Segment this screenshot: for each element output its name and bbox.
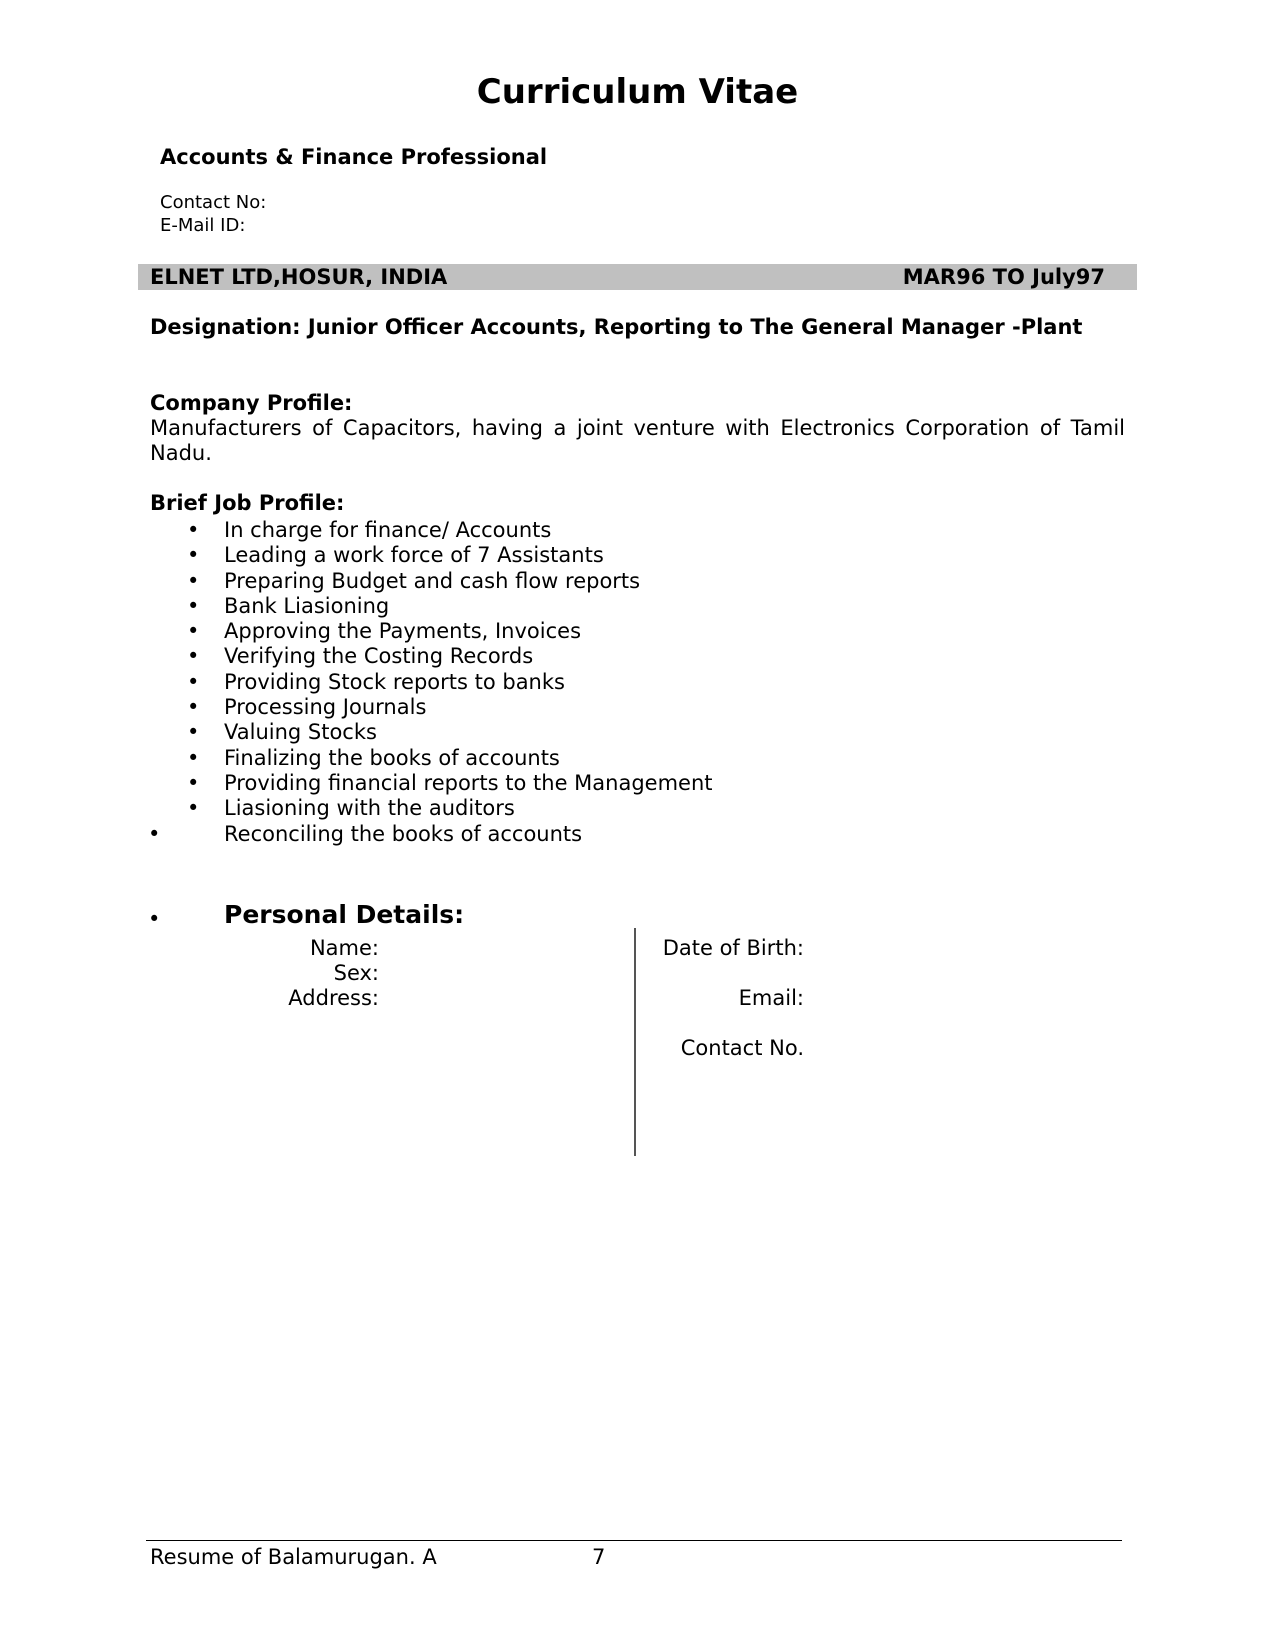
column-divider bbox=[634, 928, 636, 1156]
duty-text: Providing financial reports to the Management bbox=[224, 770, 713, 795]
bullet-icon: • bbox=[187, 669, 200, 694]
bullet-icon: • bbox=[187, 644, 200, 669]
duty-text: In charge for finance/ Accounts bbox=[224, 518, 552, 542]
list-item bbox=[0, 695, 1275, 720]
professional-title: Accounts & Finance Professional bbox=[160, 145, 548, 169]
sex-label: Sex: bbox=[333, 961, 379, 985]
list-item bbox=[0, 670, 1275, 695]
company-profile-heading: Company Profile: bbox=[150, 391, 353, 415]
list-item bbox=[0, 771, 1275, 796]
email-id-label: E-Mail ID: bbox=[160, 215, 246, 236]
duties-list bbox=[0, 518, 1275, 847]
company-profile-text: Manufacturers of Capacitors, having a joint venture with Electronics Corporation of Tamil Nadu. bbox=[150, 416, 1125, 465]
bullet-icon: • bbox=[148, 907, 161, 931]
list-item bbox=[0, 822, 1275, 847]
list-item bbox=[0, 746, 1275, 771]
duty-text: Providing Stock reports to banks bbox=[224, 669, 565, 694]
bullet-icon: • bbox=[187, 619, 200, 644]
personal-details-heading: Personal Details: bbox=[224, 900, 465, 929]
bullet-icon: • bbox=[187, 796, 200, 821]
footer-divider bbox=[146, 1540, 1122, 1541]
list-item bbox=[0, 569, 1275, 594]
page-title: Curriculum Vitae bbox=[476, 72, 799, 112]
list-item bbox=[0, 720, 1275, 745]
bullet-icon: • bbox=[187, 568, 200, 593]
bullet-icon: • bbox=[187, 770, 200, 795]
duty-text: Verifying the Costing Records bbox=[224, 644, 534, 669]
bullet-icon: • bbox=[187, 518, 200, 542]
duty-text: Leading a work force of 7 Assistants bbox=[224, 543, 604, 568]
page-number: 7 bbox=[592, 1545, 606, 1569]
list-item bbox=[0, 518, 1275, 543]
contact-number-label: Contact No. bbox=[680, 1036, 804, 1060]
duty-text: Reconciling the books of accounts bbox=[224, 821, 583, 846]
duty-text: Preparing Budget and cash flow reports bbox=[224, 568, 641, 593]
bullet-icon: • bbox=[187, 593, 200, 618]
email-label: Email: bbox=[738, 986, 804, 1010]
duty-text: Bank Liasioning bbox=[224, 593, 390, 618]
duty-text: Liasioning with the auditors bbox=[224, 796, 515, 821]
company-name: ELNET LTD,HOSUR, INDIA bbox=[150, 265, 448, 289]
bullet-icon: • bbox=[187, 745, 200, 770]
duty-text: Processing Journals bbox=[224, 695, 427, 720]
address-label: Address: bbox=[288, 986, 379, 1010]
list-item bbox=[0, 796, 1275, 821]
footer-text: Resume of Balamurugan. A bbox=[150, 1545, 437, 1569]
list-item bbox=[0, 543, 1275, 568]
name-label: Name: bbox=[309, 936, 379, 960]
bullet-icon: • bbox=[187, 720, 200, 745]
bullet-icon: • bbox=[187, 543, 200, 568]
list-item bbox=[0, 619, 1275, 644]
duty-text: Finalizing the books of accounts bbox=[224, 745, 560, 770]
bullet-icon: • bbox=[187, 695, 200, 720]
designation: Designation: Junior Officer Accounts, Reporting to The General Manager -Plant bbox=[150, 315, 1083, 339]
list-item bbox=[0, 644, 1275, 669]
bullet-icon: • bbox=[148, 821, 161, 846]
contact-number-label: Contact No: bbox=[160, 192, 267, 213]
duty-text: Approving the Payments, Invoices bbox=[224, 619, 582, 644]
employment-period: MAR96 TO July97 bbox=[902, 265, 1105, 289]
list-item bbox=[0, 594, 1275, 619]
date-of-birth-label: Date of Birth: bbox=[662, 936, 804, 960]
brief-job-profile-heading: Brief Job Profile: bbox=[150, 491, 345, 515]
duty-text: Valuing Stocks bbox=[224, 720, 377, 745]
